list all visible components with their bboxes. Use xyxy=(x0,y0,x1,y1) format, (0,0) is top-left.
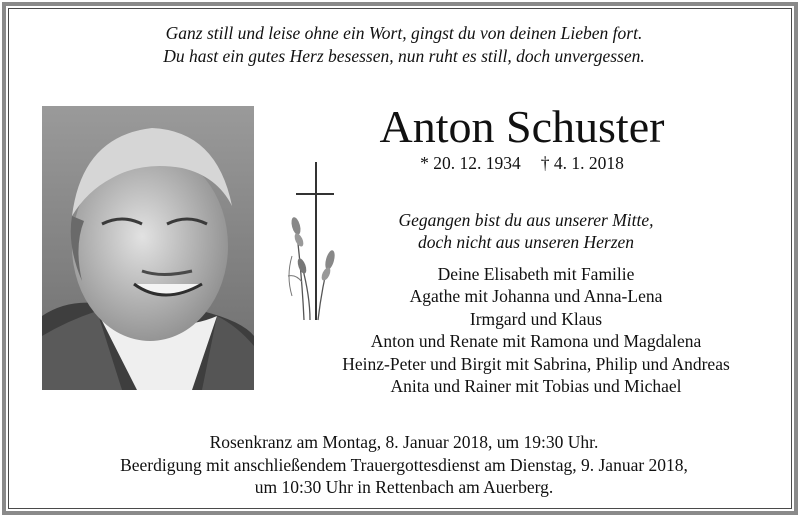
opening-verse xyxy=(6,22,800,68)
mourner-line: Heinz-Peter und Birgit mit Sabrina, Philip und Andreas xyxy=(342,353,730,374)
service-info xyxy=(6,431,800,499)
mourners-list xyxy=(266,263,800,397)
memorial-quote xyxy=(346,209,706,253)
deceased-name: Anton Schuster xyxy=(379,101,665,152)
mourner-line: Deine Elisabeth mit Familie xyxy=(437,264,635,284)
quote-line-1: Gegangen bist du aus unserer Mitte, xyxy=(398,210,654,230)
verse-line-1: Ganz still und leise ohne ein Wort, gingst du von deinen Lieben fort. xyxy=(165,23,643,43)
portrait-image xyxy=(42,106,254,390)
rosary-info: Rosenkranz am Montag, 8. Januar 2018, um 19:30 Uhr. xyxy=(209,432,599,452)
birth-date: * 20. 12. 1934 xyxy=(420,153,521,173)
mourner-line: Agathe mit Johanna und Anna-Lena xyxy=(409,286,663,307)
funeral-time-place: um 10:30 Uhr in Rettenbach am Auerberg. xyxy=(254,477,554,497)
mourner-line: Irmgard und Klaus xyxy=(469,308,603,329)
mourner-line: Anton und Renate mit Ramona und Magdalena xyxy=(370,331,702,352)
quote-line-2: doch nicht aus unseren Herzen xyxy=(417,232,635,252)
life-dates xyxy=(306,152,738,174)
funeral-info: Beerdigung mit anschließendem Trauergottesdienst am Dienstag, 9. Januar 2018, xyxy=(120,454,688,475)
obituary-card xyxy=(2,2,798,515)
verse-line-2: Du hast ein gutes Herz besessen, nun ruht es still, doch unvergessen. xyxy=(163,46,645,66)
death-date: † 4. 1. 2018 xyxy=(540,153,624,173)
mourner-line: Anita und Rainer mit Tobias und Michael xyxy=(390,376,682,397)
portrait-photo xyxy=(42,106,254,390)
